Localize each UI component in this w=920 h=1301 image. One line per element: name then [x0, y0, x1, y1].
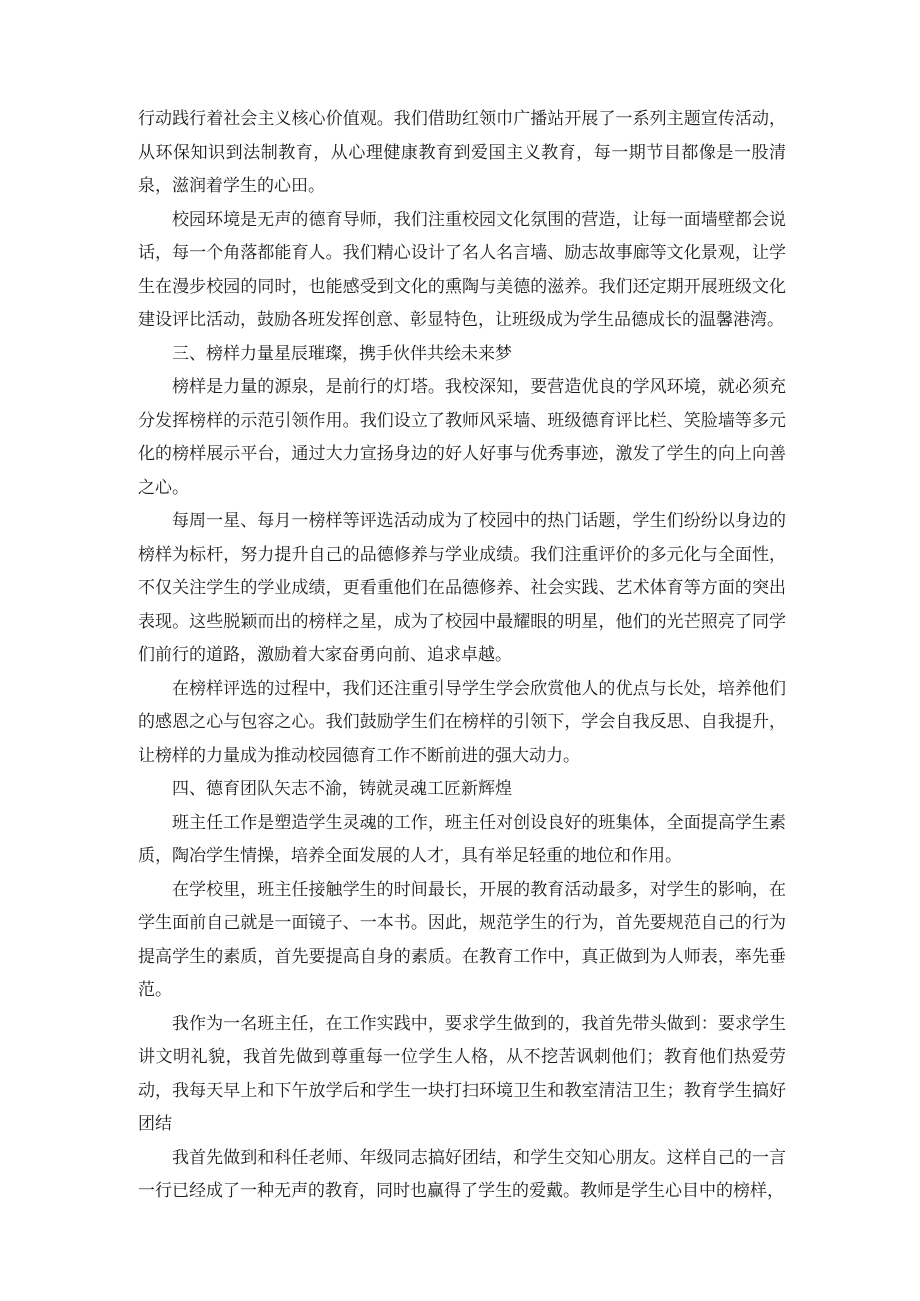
document-body — [138, 103, 786, 1209]
paragraph: 榜样是力量的源泉，是前行的灯塔。我校深知，要营造优良的学风环境，就必须充分发挥榜样的示范引领作用。我们设立了教师风采墙、班级德育评比栏、笑脸墙等多元化的榜样展示平台，通过大力宣扬身边的好人好事与优秀事迹，激发了学生的向上向善之心。 — [138, 377, 786, 498]
paragraph-continued: 行动践行着社会主义核心价值观。我们借助红领巾广播站开展了一系列主题宣传活动，从环保知识到法制教育，从心理健康教育到爱国主义教育，每一期节目都像是一股清泉，滋润着学生的心田。 — [138, 109, 786, 196]
paragraph: 我首先做到和科任老师、年级同志搞好团结，和学生交知心朋友。这样自己的一言一行已经成了一种无声的教育，同时也赢得了学生的爱戴。教师是学生心目中的榜样， — [138, 1147, 786, 1201]
section-heading: 四、德育团队矢志不渝，铸就灵魂工匠新辉煌 — [172, 779, 512, 799]
paragraph: 在榜样评选的过程中，我们还注重引导学生学会欣赏他人的优点与长处，培养他们的感恩之心与包容之心。我们鼓励学生们在榜样的引领下，学会自我反思、自我提升，让榜样的力量成为推动校园德育工作不断前进的强大动力。 — [138, 678, 786, 766]
paragraph: 校园环境是无声的德育导师，我们注重校园文化氛围的营造，让每一面墙壁都会说话，每一个角落都能育人。我们精心设计了名人名言墙、励志故事廊等文化景观，让学生在漫步校园的同时，也能感受到文化的熏陶与美德的滋养。我们还定期开展班级文化建设评比活动，鼓励各班发挥创意、彰显特色，让班级成为学生品德成长的温馨港湾。 — [138, 209, 786, 330]
paragraph: 在学校里，班主任接触学生的时间最长，开展的教育活动最多，对学生的影响，在学生面前自己就是一面镜子、一本书。因此，规范学生的行为，首先要规范自己的行为提高学生的素质，首先要提高自身的素质。在教育工作中，真正做到为人师表，率先垂范。 — [138, 879, 786, 1000]
paragraph: 每周一星、每月一榜样等评选活动成为了校园中的热门话题，学生们纷纷以身边的榜样为标杆，努力提升自己的品德修养与学业成绩。我们注重评价的多元化与全面性，不仅关注学生的学业成绩，更看重他们在品德修养、社会实践、艺术体育等方面的突出表现。这些脱颖而出的榜样之星，成为了校园中最耀眼的明星，他们的光芒照亮了同学们前行的道路，激励着大家奋勇向前、追求卓越。 — [138, 511, 786, 665]
paragraph: 我作为一名班主任，在工作实践中，要求学生做到的，我首先带头做到：要求学生讲文明礼貌，我首先做到尊重每一位学生人格，从不挖苦讽刺他们；教育他们热爱劳动，我每天早上和下午放学后和学生一块打扫环境卫生和教室清洁卫生；教育学生搞好团结 — [138, 1013, 786, 1134]
paragraph: 班主任工作是塑造学生灵魂的工作，班主任对创设良好的班集体，全面提高学生素质，陶冶学生情操，培养全面发展的人才，具有举足轻重的地位和作用。 — [138, 812, 786, 866]
section-heading: 三、榜样力量星辰璀璨，携手伙伴共绘未来梦 — [172, 343, 512, 364]
